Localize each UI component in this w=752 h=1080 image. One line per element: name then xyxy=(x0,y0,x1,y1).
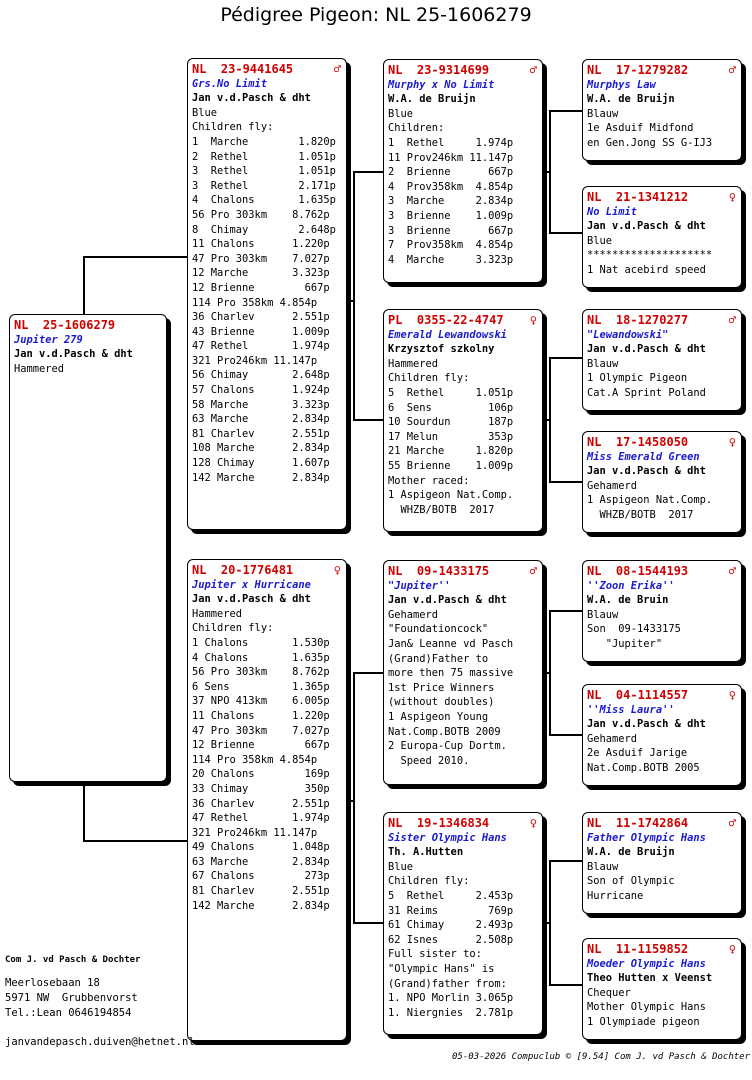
owner-name: Th. A.Hutten xyxy=(388,846,464,859)
owner-name: Jan v.d.Pasch & dht xyxy=(587,220,706,233)
info-line: 61 Chimay 2.493p xyxy=(388,919,514,932)
connector-line xyxy=(549,110,582,112)
info-line: 321 Pro246km 11.147p xyxy=(192,354,318,367)
info-line: 142 Marche 2.834p xyxy=(192,471,330,484)
owner-name: Jan v.d.Pasch & dht xyxy=(192,593,311,606)
pigeon-name: "Lewandowski" xyxy=(587,328,669,341)
ring-number: NL 11-1159852 xyxy=(587,942,689,956)
ring-number: NL 19-1346834 xyxy=(388,816,490,830)
ring-number: NL 11-1742864 xyxy=(587,816,689,830)
info-line: Children fly: xyxy=(192,622,274,635)
pigeon-name: Murphy x No Limit xyxy=(388,78,495,91)
info-line: 43 Brienne 1.009p xyxy=(192,325,330,338)
male-symbol-icon: ♂ xyxy=(529,63,537,77)
sire-sire-dam-card xyxy=(582,186,742,288)
female-symbol-icon: ♀ xyxy=(529,816,537,830)
info-line: 81 Charlev 2.551p xyxy=(192,427,330,440)
info-line: 1 Aspigeon Nat.Comp. xyxy=(388,489,514,502)
info-line: 56 Chimay 2.648p xyxy=(192,369,330,382)
info-line: 1 Olympiade pigeon xyxy=(587,1015,700,1028)
dam-sire-card xyxy=(383,560,543,785)
dam-dam-sire-card xyxy=(582,812,742,914)
info-line: 47 Pro 303km 7.027p xyxy=(192,252,330,265)
info-line: 114 Pro 358km 4.854p xyxy=(192,296,318,309)
info-line: 56 Pro 303km 8.762p xyxy=(192,208,330,221)
info-line: Children fly: xyxy=(388,372,470,385)
pigeon-name: No Limit xyxy=(587,205,638,218)
pigeon-name: Jupiter 279 xyxy=(14,333,83,346)
email-address: janvandepasch.duiven@hetnet.nl xyxy=(5,1036,195,1048)
info-line: 114 Pro 358km 4.854p xyxy=(192,753,318,766)
connector-line xyxy=(543,419,550,421)
female-symbol-icon: ♀ xyxy=(333,563,341,577)
info-line: Mother raced: xyxy=(388,474,470,487)
pigeon-name: Grs.No Limit xyxy=(192,77,268,90)
info-line: 7 Prov358km 4.854p xyxy=(388,239,514,252)
pigeon-name: ''Miss Laura'' xyxy=(587,703,675,716)
info-line: 1e Asduif Midfond xyxy=(587,122,694,135)
info-line: 20 Chalons 169p xyxy=(192,768,330,781)
connector-line xyxy=(549,734,582,736)
male-symbol-icon: ♂ xyxy=(333,62,341,76)
owner-name: Jan v.d.Pasch & dht xyxy=(14,348,133,361)
ring-number: NL 17-1279282 xyxy=(587,63,689,77)
owner-name: W.A. de Bruijn xyxy=(587,93,675,106)
dam-card xyxy=(187,559,347,1041)
info-line: 128 Chimay 1.607p xyxy=(192,457,330,470)
connector-line xyxy=(83,782,85,840)
info-line: 47 Pro 303km 7.027p xyxy=(192,724,330,737)
info-line: 63 Marche 2.834p xyxy=(192,413,330,426)
info-line: 6 Sens 1.365p xyxy=(192,680,330,693)
info-line: 3 Marche 2.834p xyxy=(388,195,514,208)
info-line: 321 Pro246km 11.147p xyxy=(192,826,318,839)
info-line: 1st Price Winners xyxy=(388,681,495,694)
info-line: 21 Marche 1.820p xyxy=(388,445,514,458)
info-line: Hurricane xyxy=(587,889,644,902)
address-line-2: 5971 NW Grubbenvorst xyxy=(5,992,138,1004)
connector-line xyxy=(549,481,582,483)
owner-name: Jan v.d.Pasch & dht xyxy=(587,343,706,356)
info-line: 57 Chalons 1.924p xyxy=(192,384,330,397)
info-line: Children fly: xyxy=(192,121,274,134)
info-line: (without doubles) xyxy=(388,696,495,709)
info-line: 55 Brienne 1.009p xyxy=(388,459,514,472)
owner-name: W.A. de Bruijn xyxy=(388,93,476,106)
info-line: 1 Olympic Pigeon xyxy=(587,372,688,385)
info-line: 11 Chalons 1.220p xyxy=(192,238,330,251)
info-line: 4 Chalons 1.635p xyxy=(192,651,330,664)
info-line: more then 75 massive xyxy=(388,667,514,680)
info-line: (Grand)Father to xyxy=(388,652,489,665)
owner-name: Jan v.d.Pasch & dht xyxy=(388,594,507,607)
info-line: 1 Rethel 1.974p xyxy=(388,136,514,149)
female-symbol-icon: ♀ xyxy=(728,942,736,956)
sire-dam-sire-card xyxy=(582,309,742,411)
owner-name: W.A. de Bruin xyxy=(587,594,669,607)
info-line: Nat.Comp.BOTB 2005 xyxy=(587,761,700,774)
info-line: 6 Sens 106p xyxy=(388,401,514,414)
connector-line xyxy=(353,922,383,924)
info-line: (Grand)father from: xyxy=(388,977,507,990)
sire-dam-card xyxy=(383,309,543,532)
sire-sire-card xyxy=(383,59,543,283)
connector-line xyxy=(353,171,355,419)
connector-line xyxy=(83,256,187,258)
female-symbol-icon: ♀ xyxy=(728,688,736,702)
info-line: 1. NPO Morlin 3.065p xyxy=(388,992,514,1005)
connector-line xyxy=(549,232,582,234)
info-line: 12 Marche 3.323p xyxy=(192,267,330,280)
phone-number: Tel.:Lean 0646194854 xyxy=(5,1007,132,1019)
info-line: 49 Chalons 1.048p xyxy=(192,841,330,854)
connector-line xyxy=(353,171,383,173)
ring-number: NL 04-1114557 xyxy=(587,688,689,702)
info-line: Son 09-1433175 xyxy=(587,623,681,636)
info-line: Gehamerd xyxy=(388,608,439,621)
pigeon-name: Father Olympic Hans xyxy=(587,831,706,844)
info-line: Blue xyxy=(587,234,613,247)
ring-number: NL 09-1433175 xyxy=(388,564,490,578)
info-line: 3 Rethel 2.171p xyxy=(192,179,336,192)
male-symbol-icon: ♂ xyxy=(728,63,736,77)
connector-line xyxy=(549,610,582,612)
info-line: Blauw xyxy=(587,860,619,873)
ring-number: NL 20-1776481 xyxy=(192,563,294,577)
owner-name: Theo Hutten x Veenst xyxy=(587,972,713,985)
info-line: 47 Rethel 1.974p xyxy=(192,340,330,353)
male-symbol-icon: ♂ xyxy=(529,564,537,578)
pigeon-name: Moeder Olympic Hans xyxy=(587,957,706,970)
info-line: Blue xyxy=(388,107,414,120)
info-line: 36 Charlev 2.551p xyxy=(192,311,330,324)
pigeon-name: Jupiter x Hurricane xyxy=(192,578,311,591)
info-line: 3 Rethel 1.051p xyxy=(192,165,336,178)
sire-card xyxy=(187,58,347,530)
info-line: Hammered xyxy=(14,362,65,375)
info-line: 4 Prov358km 4.854p xyxy=(388,180,514,193)
dam-sire-dam-card xyxy=(582,684,742,786)
info-line: 62 Isnes 2.508p xyxy=(388,933,514,946)
info-line: Jan& Leanne vd Pasch xyxy=(388,637,514,650)
connector-line xyxy=(347,800,354,802)
info-line: 1 Marche 1.820p xyxy=(192,135,336,148)
dam-dam-card xyxy=(383,812,543,1035)
connector-line xyxy=(543,922,550,924)
pigeon-name: Miss Emerald Green xyxy=(587,450,700,463)
info-line: 12 Brienne 667p xyxy=(192,739,330,752)
info-line: Full sister to: xyxy=(388,948,482,961)
info-line: 11 Prov246km 11.147p xyxy=(388,151,514,164)
breeder-name: Com J. vd Pasch & Dochter xyxy=(5,955,141,965)
info-line: 17 Melun 353p xyxy=(388,430,514,443)
info-line: 36 Charlev 2.551p xyxy=(192,797,330,810)
info-line: "Foundationcock" xyxy=(388,623,489,636)
info-line: 1 Aspigeon Young xyxy=(388,710,489,723)
info-line: 1. Niergnies 2.781p xyxy=(388,1006,514,1019)
info-line: Gehamerd xyxy=(587,479,638,492)
info-line: 108 Marche 2.834p xyxy=(192,442,330,455)
ring-number: NL 25-1606279 xyxy=(14,318,116,332)
info-line: WHZB/BOTB 2017 xyxy=(388,503,495,516)
info-line: 2 Europa-Cup Dortm. xyxy=(388,740,507,753)
ring-number: NL 18-1270277 xyxy=(587,313,689,327)
info-line: Cat.A Sprint Poland xyxy=(587,386,706,399)
info-line: 3 Brienne 667p xyxy=(388,224,514,237)
info-line: 10 Sourdun 187p xyxy=(388,416,514,429)
female-symbol-icon: ♀ xyxy=(728,190,736,204)
ring-number: NL 23-9314699 xyxy=(388,63,490,77)
sire-dam-dam-card xyxy=(582,431,742,533)
info-line: Blauw xyxy=(587,357,619,370)
info-line: 37 NPO 413km 6.005p xyxy=(192,695,330,708)
dam-sire-sire-card xyxy=(582,560,742,662)
connector-line xyxy=(353,672,355,922)
pigeon-name: ''Zoon Erika'' xyxy=(587,579,675,592)
info-line: 5 Rethel 1.051p xyxy=(388,386,514,399)
owner-name: W.A. de Bruijn xyxy=(587,846,675,859)
ring-number: NL 08-1544193 xyxy=(587,564,689,578)
info-line: 142 Marche 2.834p xyxy=(192,899,330,912)
pigeon-name: Sister Olympic Hans xyxy=(388,831,507,844)
info-line: Blauw xyxy=(587,107,619,120)
info-line: 4 Marche 3.323p xyxy=(388,253,514,266)
info-line: 56 Pro 303km 8.762p xyxy=(192,666,330,679)
info-line: Children fly: xyxy=(388,875,470,888)
page-title: Pédigree Pigeon: NL 25-1606279 xyxy=(220,4,532,26)
info-line: 47 Rethel 1.974p xyxy=(192,812,330,825)
info-line: en Gen.Jong SS G-IJ3 xyxy=(587,136,713,149)
connector-line xyxy=(549,860,582,862)
info-line: 31 Reims 769p xyxy=(388,904,514,917)
info-line: Blue xyxy=(388,860,414,873)
info-line: Blue xyxy=(192,106,218,119)
pigeon-name: "Jupiter'' xyxy=(388,579,451,592)
info-line: 2 Rethel 1.051p xyxy=(192,150,336,163)
male-symbol-icon: ♂ xyxy=(728,564,736,578)
connector-line xyxy=(83,840,187,842)
info-line: "Olympic Hans" is xyxy=(388,962,495,975)
connector-line xyxy=(549,357,582,359)
info-line: 1 Nat acebird speed xyxy=(587,263,706,276)
owner-name: Jan v.d.Pasch & dht xyxy=(587,465,706,478)
sire-sire-sire-card xyxy=(582,59,742,161)
ring-number: NL 21-1341212 xyxy=(587,190,689,204)
pigeon-name: Emerald Lewandowski xyxy=(388,328,507,341)
info-line: Blauw xyxy=(587,608,619,621)
info-line: "Jupiter" xyxy=(587,637,663,650)
subject-pigeon-card xyxy=(9,314,167,782)
info-line: Hammered xyxy=(388,357,439,370)
male-symbol-icon: ♂ xyxy=(728,816,736,830)
info-line: 33 Chimay 350p xyxy=(192,782,330,795)
info-line: Speed 2010. xyxy=(388,754,470,767)
info-line: 67 Chalons 273p xyxy=(192,870,330,883)
info-line: 12 Brienne 667p xyxy=(192,281,330,294)
owner-name: Jan v.d.Pasch & dht xyxy=(587,718,706,731)
ring-number: NL 23-9441645 xyxy=(192,62,294,76)
info-line: 4 Chalons 1.635p xyxy=(192,194,336,207)
female-symbol-icon: ♀ xyxy=(728,435,736,449)
info-line: ******************** xyxy=(587,249,713,262)
connector-line xyxy=(543,672,550,674)
male-symbol-icon: ♂ xyxy=(728,313,736,327)
info-line: 8 Chimay 2.648p xyxy=(192,223,336,236)
address-line-1: Meerlosebaan 18 xyxy=(5,977,100,989)
connector-line xyxy=(353,672,383,674)
info-line: WHZB/BOTB 2017 xyxy=(587,508,694,521)
connector-line xyxy=(543,171,550,173)
connector-line xyxy=(347,300,354,302)
info-line: 5 Rethel 2.453p xyxy=(388,889,514,902)
info-line: Hammered xyxy=(192,607,243,620)
connector-line xyxy=(549,984,582,986)
info-line: 2 Brienne 667p xyxy=(388,166,514,179)
info-line: 58 Marche 3.323p xyxy=(192,398,330,411)
owner-name: Krzysztof szkolny xyxy=(388,343,495,356)
info-line: Chequer xyxy=(587,986,631,999)
info-line: 81 Charlev 2.551p xyxy=(192,885,330,898)
info-line: 1 Aspigeon Nat.Comp. xyxy=(587,494,713,507)
pigeon-name: Murphys Law xyxy=(587,78,656,91)
info-line: Children: xyxy=(388,122,445,135)
info-line: 3 Brienne 1.009p xyxy=(388,209,514,222)
connector-line xyxy=(83,256,85,314)
ring-number: NL 17-1458050 xyxy=(587,435,689,449)
female-symbol-icon: ♀ xyxy=(529,313,537,327)
info-line: Gehamerd xyxy=(587,732,638,745)
info-line: 63 Marche 2.834p xyxy=(192,855,330,868)
print-footer: 05-03-2026 Compuclub © [9.54] Com J. vd Pasch & Dochter xyxy=(451,1052,750,1062)
info-line: 11 Chalons 1.220p xyxy=(192,709,330,722)
ring-number: PL 0355-22-4747 xyxy=(388,313,504,327)
info-line: 1 Chalons 1.530p xyxy=(192,636,330,649)
info-line: Nat.Comp.BOTB 2009 xyxy=(388,725,501,738)
info-line: 2e Asduif Jarige xyxy=(587,747,688,760)
info-line: Mother Olympic Hans xyxy=(587,1001,706,1014)
dam-dam-dam-card xyxy=(582,938,742,1040)
owner-name: Jan v.d.Pasch & dht xyxy=(192,92,311,105)
info-line: Son of Olympic xyxy=(587,875,675,888)
connector-line xyxy=(353,419,383,421)
